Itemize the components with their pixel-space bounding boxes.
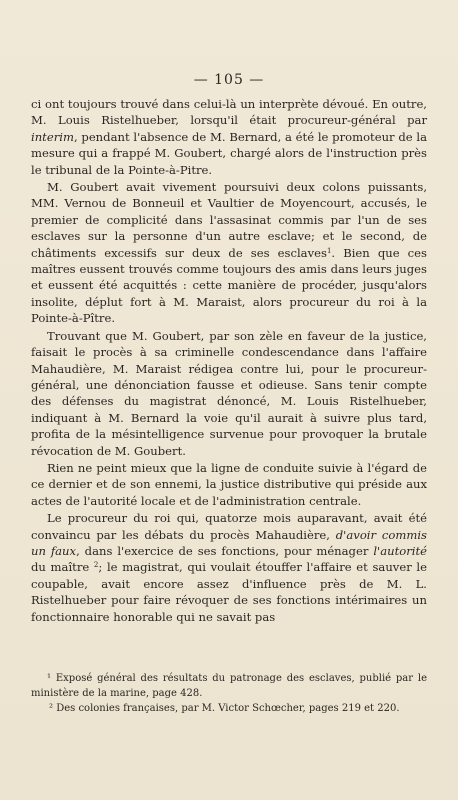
- italic-autorite: l'autorité: [373, 543, 427, 558]
- paragraph-4: Rien ne peint mieux que la ligne de conduite suivie à l'égard de ce dernier et de son ennemi, la justice distributive qui préside aux actes de l'autorité locale et de l'administration centrale.: [31, 460, 427, 508]
- paragraph-5: [31, 510, 427, 625]
- paragraph-1-text-end: , pendant l'absence de M. Bernard, a été le promoteur de la mesure qui a frappé M. Goubert, chargé alors de l'instruction près le tribunal de la Pointe-à-Pitre.: [31, 129, 427, 177]
- paragraph-5-text-mid: , dans l'exercice de ses fonctions, pour ménager: [76, 543, 374, 558]
- paragraph-2-text: M. Goubert avait vivement poursuivi deux colons puissants, MM. Vernou de Bonneuil et Vaultier de Moyencourt, accusés, le premier de complicité dans l'assasinat commis par l'un de ses esclaves sur la personne d'un autre esclave; et le second, de châtiments excessifs sur deux de ses esclaves: [31, 180, 427, 260]
- footnotes: [31, 671, 427, 716]
- italic-faux: d'avoir commis un faux: [31, 527, 427, 558]
- footnote-2-text: Des colonies françaises, par M. Victor Schœcher, pages 219 et 220.: [56, 703, 400, 714]
- footnote-2-mark: ²: [49, 703, 54, 714]
- paragraph-5-text: Le procureur du roi qui, quatorze mois auparavant, avait été convaincu par les débats du procès Mahaudière,: [31, 511, 427, 542]
- paragraph-5-text-mid2: du maître: [31, 560, 94, 575]
- paragraph-3: Trouvant que M. Goubert, par son zèle en faveur de la justice, faisait le procès à sa criminelle condescendance dans l'affaire Mahaudière, M. Maraist rédigea contre lui, pour le procureur-général, une dénonciation fausse et odieuse. Sans tenir compte des défenses du magistrat dénoncé, M. Louis Ristelhueber, indiquant à M. Bernard la voie qu'il aurait à suivre plus tard, profita de la mésintelligence survenue pour provoquer la brutale révocation de M. Goubert.: [31, 328, 427, 458]
- paragraph-2-text-end: . Bien que ces maîtres eussent trouvés comme toujours des amis dans leurs juges et eussent été acquittés : cette manière de procéder, jusqu'alors insolite, déplut fort à M. Maraist, alors procureur du roi à la Pointe-à-Pître.: [31, 245, 427, 326]
- footnote-ref-1: 1: [326, 246, 332, 255]
- footnote-2: [31, 701, 427, 716]
- footnote-1: [31, 671, 427, 701]
- italic-interim: interim: [31, 129, 74, 144]
- paragraph-2: [31, 179, 427, 327]
- footnote-1-mark: ¹: [47, 673, 52, 684]
- paragraph-1-text: ci ont toujours trouvé dans celui-là un interprète dévoué. En outre, M. Louis Ristelhueber, lorsqu'il était procureur-général par: [31, 97, 427, 128]
- page-number: — 105 —: [193, 72, 265, 88]
- footnote-1-text: Exposé général des résultats du patronage des esclaves, publié par le ministère de la marine, page 428.: [31, 673, 427, 699]
- main-text: [31, 96, 427, 625]
- paragraph-5-text-end: ; le magistrat, qui voulait étouffer l'affaire et sauver le coupable, avait encore assez d'influence près de M. L. Ristelhueber pour faire révoquer de ses fonctions intérimaires un fonctionnaire honorable qui ne savait pas: [31, 560, 427, 624]
- paragraph-1: [31, 96, 427, 178]
- footnote-ref-2: 2: [93, 561, 99, 570]
